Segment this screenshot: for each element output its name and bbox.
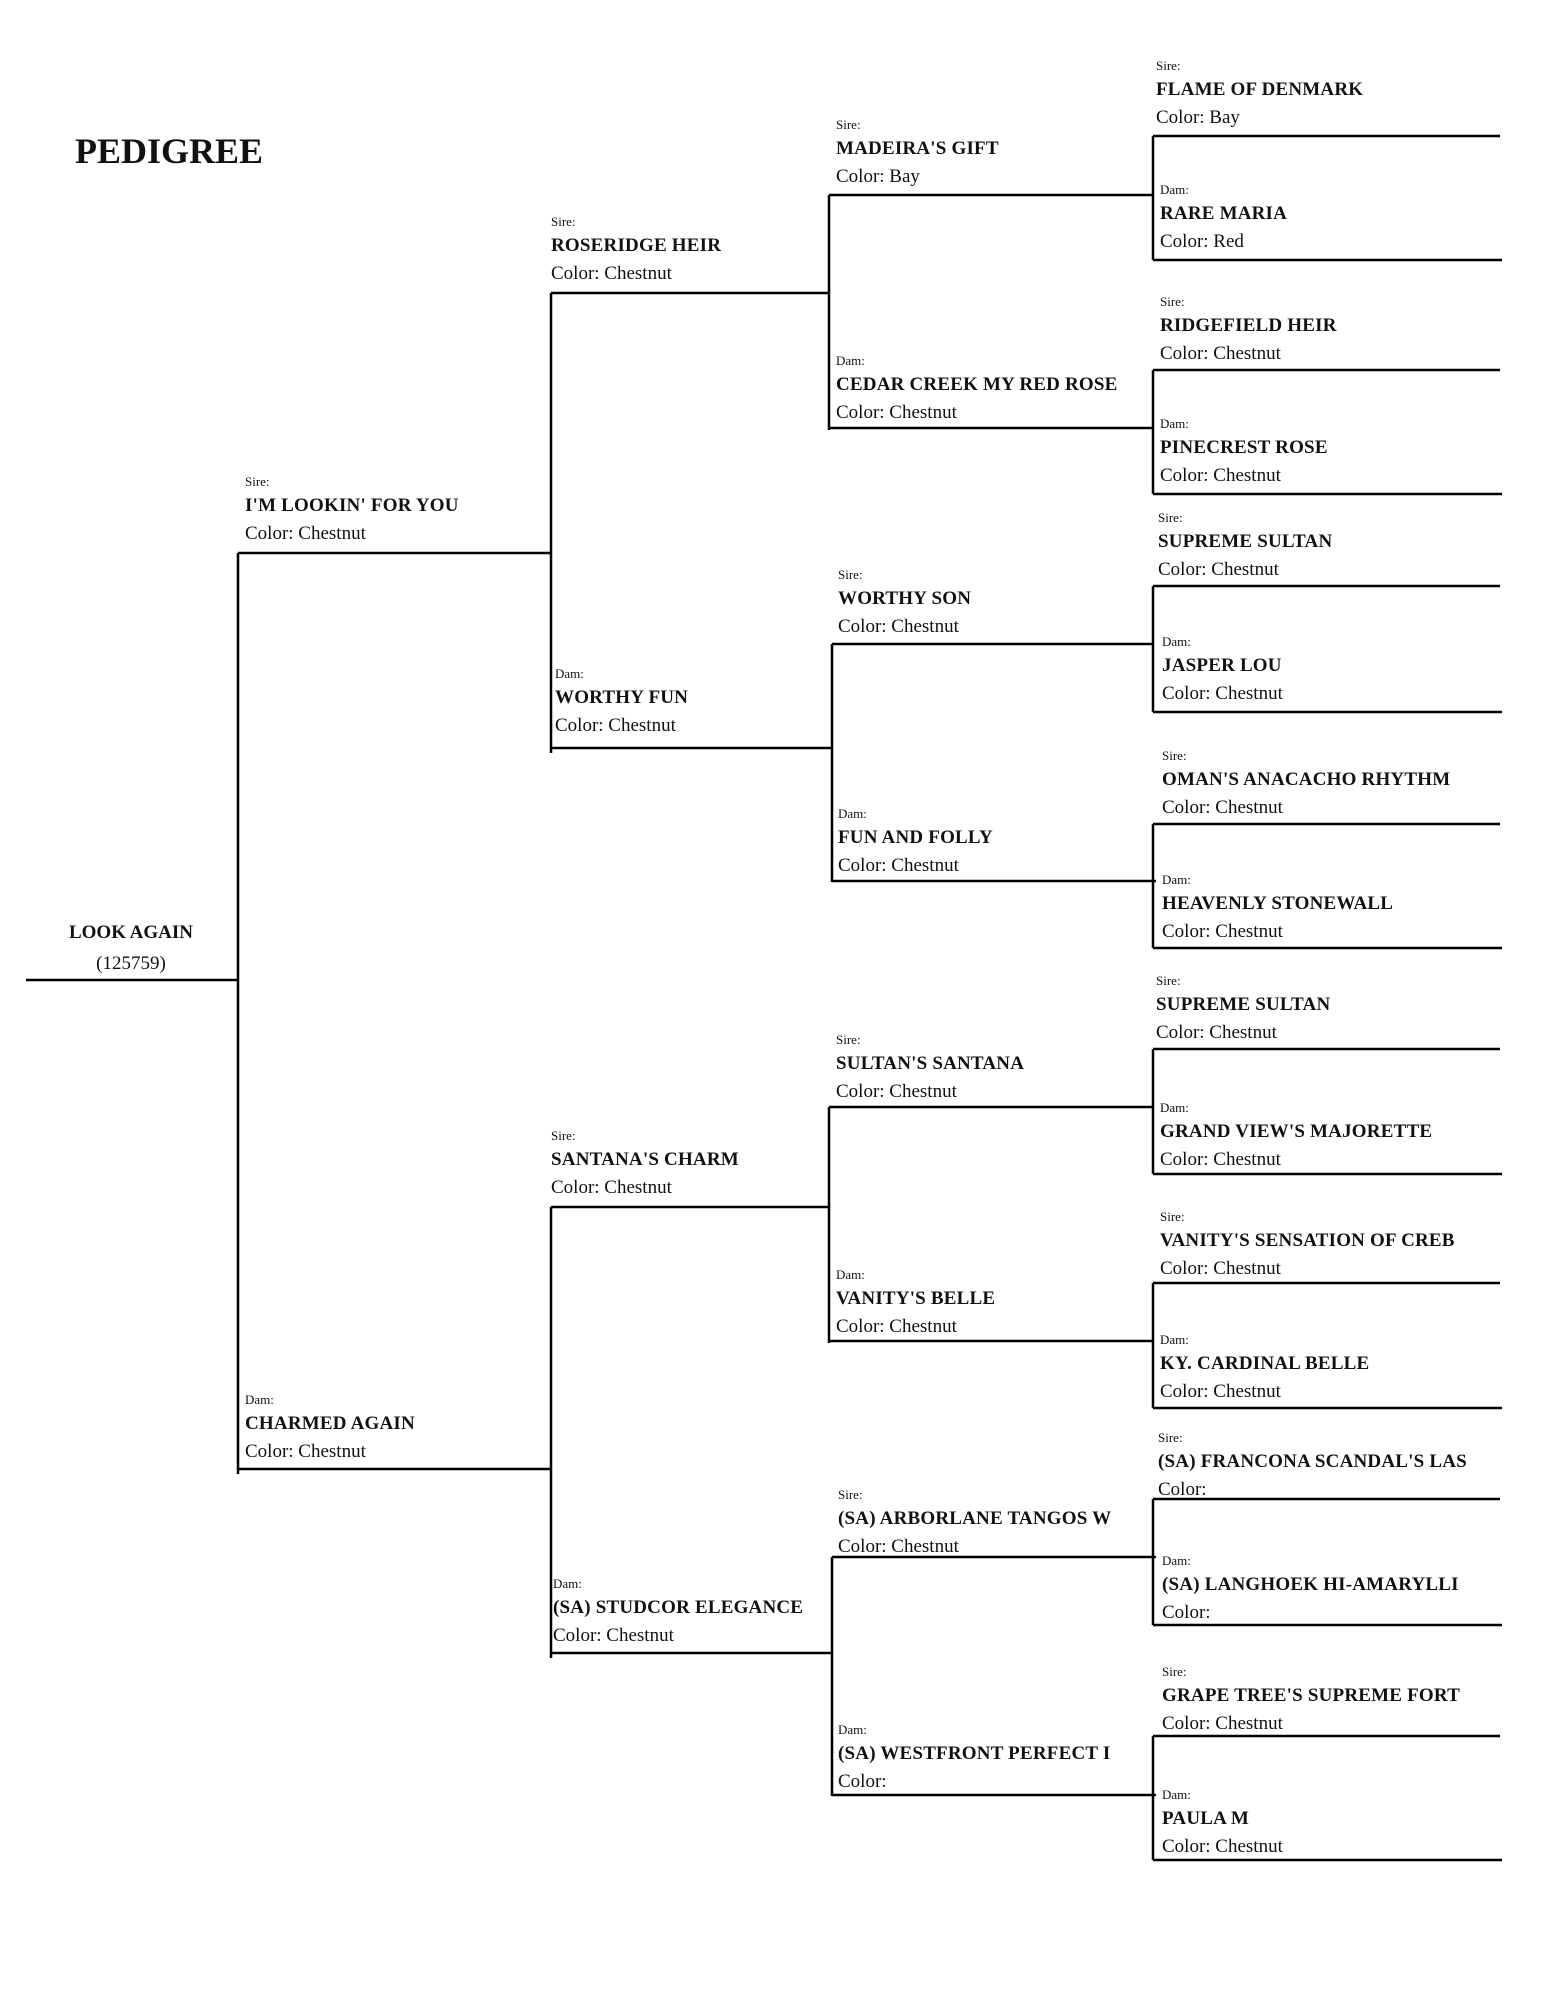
- role-label: Dam:: [553, 1576, 582, 1591]
- horse-name: GRAND VIEW'S MAJORETTE: [1160, 1121, 1433, 1142]
- horse-color: Color: Chestnut: [245, 523, 366, 544]
- horse-color: Color: Chestnut: [836, 1316, 957, 1337]
- g4-sire-2: [1160, 292, 1337, 368]
- horse-name: PAULA M: [1162, 1808, 1250, 1829]
- role-label: Dam:: [1162, 872, 1191, 887]
- horse-name: (SA) WESTFRONT PERFECT I: [838, 1743, 1111, 1764]
- role-label: Sire:: [1158, 510, 1183, 525]
- horse-color: Color: Chestnut: [836, 402, 957, 423]
- horse-name: HEAVENLY STONEWALL: [1162, 893, 1394, 914]
- g4-sire-8: [1162, 1662, 1460, 1738]
- horse-name: KY. CARDINAL BELLE: [1160, 1353, 1370, 1374]
- horse-name: GRAPE TREE'S SUPREME FORT: [1162, 1685, 1460, 1706]
- role-label: Sire:: [838, 567, 863, 582]
- horse-color: Color: Chestnut: [836, 1081, 957, 1102]
- g4-sire-6: [1160, 1207, 1455, 1283]
- horse-name: SUPREME SULTAN: [1156, 994, 1331, 1015]
- horse-color: Color: Bay: [1156, 107, 1240, 128]
- horse-color: Color: Chestnut: [1160, 343, 1281, 364]
- horse-name: SUPREME SULTAN: [1158, 531, 1333, 552]
- horse-color: Color: Chestnut: [838, 1536, 959, 1557]
- g3-sire-2: [838, 565, 971, 641]
- role-label: Dam:: [1162, 634, 1191, 649]
- horse-name: CHARMED AGAIN: [245, 1413, 415, 1434]
- horse-name: VANITY'S SENSATION OF CREB: [1160, 1230, 1455, 1251]
- horse-color: Color: Chestnut: [553, 1625, 674, 1646]
- horse-color: Color: Red: [1160, 231, 1244, 252]
- role-label: Sire:: [551, 1128, 576, 1143]
- horse-name: RIDGEFIELD HEIR: [1160, 315, 1337, 336]
- horse-color: Color: Chestnut: [551, 263, 672, 284]
- horse-color: Color: Chestnut: [1160, 1381, 1281, 1402]
- role-label: Dam:: [836, 353, 865, 368]
- horse-name: ROSERIDGE HEIR: [551, 235, 722, 256]
- role-label: Sire:: [1162, 1664, 1187, 1679]
- horse-color: Color: Chestnut: [245, 1441, 366, 1462]
- g4-sire-5: [1156, 971, 1330, 1047]
- subject-registration-number: (125759): [96, 953, 166, 974]
- role-label: Sire:: [1160, 1209, 1185, 1224]
- g3-sire-1: [836, 115, 999, 191]
- role-label: Sire:: [1156, 58, 1181, 73]
- role-label: Dam:: [1162, 1553, 1191, 1568]
- role-label: Sire:: [245, 474, 270, 489]
- role-label: Dam:: [838, 1722, 867, 1737]
- g4-sire-3: [1158, 508, 1332, 584]
- horse-color: Color: Chestnut: [1162, 683, 1283, 704]
- g4-dam-8: [1162, 1785, 1283, 1861]
- horse-color: Color: Chestnut: [1160, 1258, 1281, 1279]
- horse-name: I'M LOOKIN' FOR YOU: [245, 495, 459, 516]
- g1-dam: [245, 1390, 415, 1466]
- role-label: Dam:: [555, 666, 584, 681]
- horse-color: Color: Bay: [836, 166, 920, 187]
- role-label: Dam:: [1160, 182, 1189, 197]
- g4-dam-5: [1160, 1098, 1432, 1174]
- horse-name: (SA) LANGHOEK HI-AMARYLLI: [1162, 1574, 1459, 1595]
- role-label: Dam:: [1160, 1332, 1189, 1347]
- role-label: Dam:: [838, 806, 867, 821]
- g2-dam-1: [555, 664, 688, 740]
- g4-sire-4: [1162, 746, 1450, 822]
- g2-sire-2: [551, 1126, 739, 1202]
- horse-name: (SA) STUDCOR ELEGANCE: [553, 1597, 804, 1618]
- g3-dam-4: [838, 1720, 1110, 1796]
- horse-color: Color: Chestnut: [1158, 559, 1279, 580]
- horse-name: SANTANA'S CHARM: [551, 1149, 739, 1170]
- g4-dam-3: [1162, 632, 1283, 708]
- role-label: Sire:: [836, 117, 861, 132]
- horse-name: MADEIRA'S GIFT: [836, 138, 999, 159]
- horse-color: Color:: [838, 1771, 887, 1792]
- g3-dam-2: [838, 804, 993, 880]
- horse-name: (SA) FRANCONA SCANDAL'S LAS: [1158, 1451, 1467, 1472]
- horse-name: FLAME OF DENMARK: [1156, 79, 1364, 100]
- g3-dam-1: [836, 351, 1118, 427]
- horse-name: FUN AND FOLLY: [838, 827, 993, 848]
- g4-sire-7: [1158, 1428, 1467, 1504]
- g4-dam-7: [1162, 1551, 1459, 1627]
- g2-dam-2: [553, 1574, 803, 1650]
- g1-sire: [245, 472, 459, 548]
- g4-dam-6: [1160, 1330, 1369, 1406]
- horse-name: RARE MARIA: [1160, 203, 1288, 224]
- horse-color: Color: Chestnut: [838, 616, 959, 637]
- role-label: Dam:: [1160, 1100, 1189, 1115]
- role-label: Sire:: [836, 1032, 861, 1047]
- g4-sire-1: [1156, 56, 1363, 132]
- horse-color: Color: Chestnut: [1162, 1836, 1283, 1857]
- g4-dam-1: [1160, 180, 1287, 256]
- g4-dam-2: [1160, 414, 1328, 490]
- horse-name: WORTHY SON: [838, 588, 972, 609]
- g3-dam-3: [836, 1265, 995, 1341]
- horse-name: OMAN'S ANACACHO RHYTHM: [1162, 769, 1451, 790]
- role-label: Sire:: [1158, 1430, 1183, 1445]
- horse-color: Color: Chestnut: [838, 855, 959, 876]
- horse-color: Color: Chestnut: [551, 1177, 672, 1198]
- horse-color: Color: Chestnut: [1162, 797, 1283, 818]
- role-label: Dam:: [836, 1267, 865, 1282]
- role-label: Dam:: [245, 1392, 274, 1407]
- role-label: Sire:: [838, 1487, 863, 1502]
- role-label: Sire:: [1160, 294, 1185, 309]
- g2-sire-1: [551, 212, 721, 288]
- horse-name: CEDAR CREEK MY RED ROSE: [836, 374, 1118, 395]
- g4-dam-4: [1162, 870, 1393, 946]
- horse-color: Color:: [1162, 1602, 1211, 1623]
- horse-name: VANITY'S BELLE: [836, 1288, 996, 1309]
- page-title: PEDIGREE: [75, 131, 264, 171]
- horse-name: (SA) ARBORLANE TANGOS W: [838, 1508, 1112, 1529]
- role-label: Dam:: [1160, 416, 1189, 431]
- horse-color: Color: Chestnut: [1162, 921, 1283, 942]
- role-label: Sire:: [551, 214, 576, 229]
- role-label: Dam:: [1162, 1787, 1191, 1802]
- horse-color: Color: Chestnut: [555, 715, 676, 736]
- role-label: Sire:: [1156, 973, 1181, 988]
- horse-color: Color: Chestnut: [1162, 1713, 1283, 1734]
- g3-sire-4: [838, 1485, 1111, 1561]
- horse-name: PINECREST ROSE: [1160, 437, 1328, 458]
- horse-name: JASPER LOU: [1162, 655, 1282, 676]
- horse-name: WORTHY FUN: [555, 687, 689, 708]
- g3-sire-3: [836, 1030, 1024, 1106]
- horse-color: Color: Chestnut: [1160, 1149, 1281, 1170]
- horse-color: Color:: [1158, 1479, 1207, 1500]
- horse-color: Color: Chestnut: [1156, 1022, 1277, 1043]
- horse-name: SULTAN'S SANTANA: [836, 1053, 1025, 1074]
- subject-name: LOOK AGAIN: [68, 922, 194, 943]
- horse-color: Color: Chestnut: [1160, 465, 1281, 486]
- role-label: Sire:: [1162, 748, 1187, 763]
